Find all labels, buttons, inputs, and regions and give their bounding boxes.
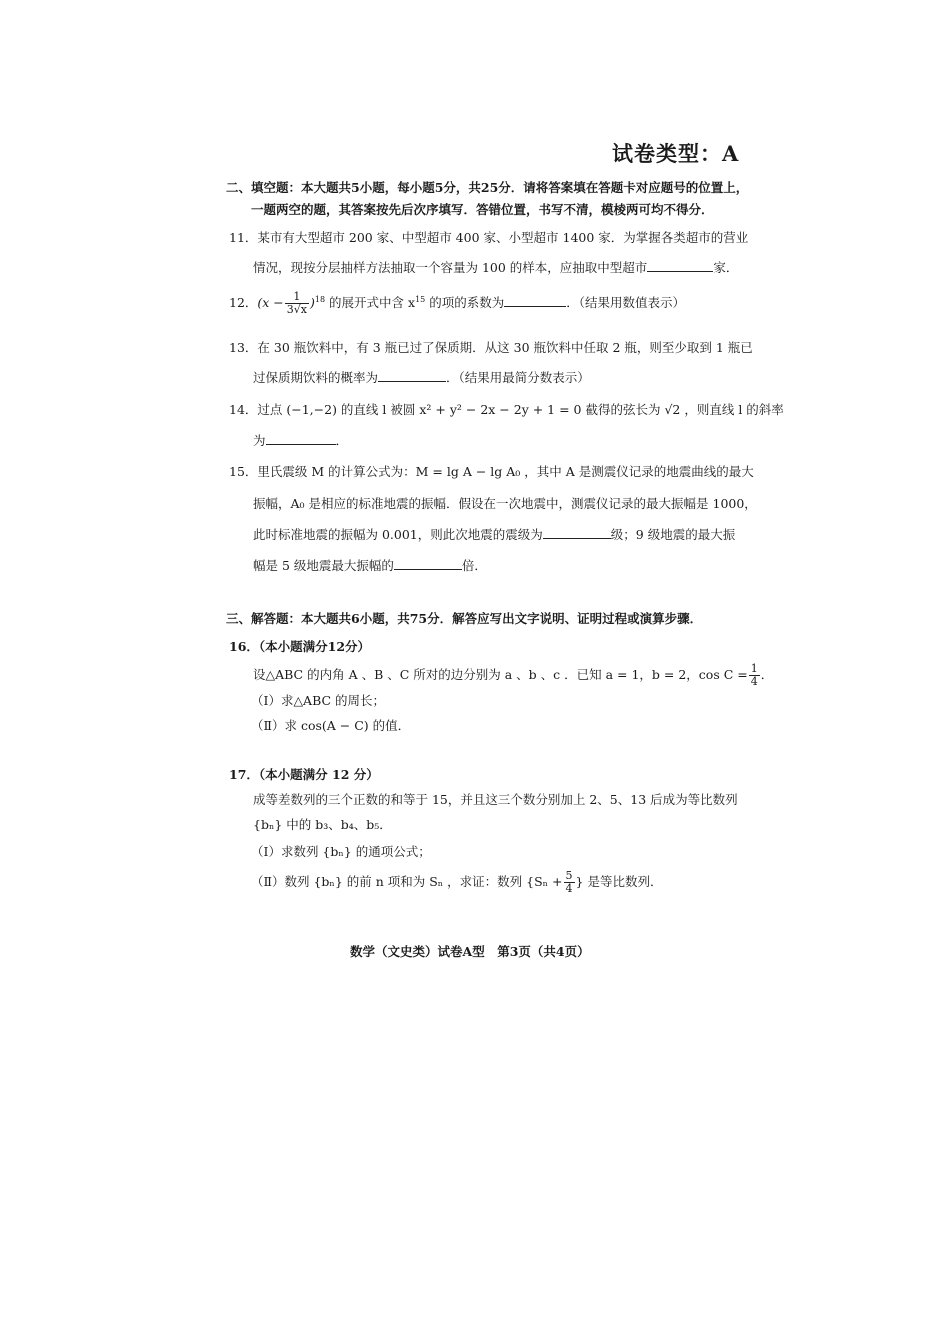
q11-line2: [253, 258, 738, 276]
paper-type-label: 试卷类型：A: [612, 141, 740, 166]
q17-part1: （Ⅰ）求数列 {bₙ} 的通项公式；: [251, 844, 431, 859]
q14-text-a: 为: [253, 433, 266, 448]
q11-text-b: 家．: [713, 260, 739, 275]
q12-expr-pre: (x −: [257, 295, 284, 310]
q15-line1: 15．里氏震级 M 的计算公式为：M = lg A − lg A₀ ，其中 A 是测震仪记录的地震曲线的最大: [229, 464, 754, 479]
q11-text-a: 情况，现按分层抽样方法抽取一个容量为 100 的样本，应抽取中型超市: [253, 260, 648, 275]
section3-title: 三、解答题：本大题共6小题，共75分．解答应写出文字说明、证明过程或演算步骤．: [226, 611, 703, 626]
q17-text-a: （Ⅱ）数列 {bₙ} 的前 n 项和为 Sₙ ，求证：数列 {Sₙ +: [251, 874, 563, 889]
q16-text-b: ．: [760, 667, 774, 682]
q12-line: [229, 291, 685, 316]
q15-text-c: 幅是 5 级地震最大振幅的: [253, 558, 394, 573]
q15-text-a: 此时标准地震的振幅为 0.001，则此次地震的震级为: [253, 527, 543, 542]
q12-text-a: 的展开式中含 x: [325, 295, 416, 310]
q13-text-a: 过保质期饮料的概率为: [253, 370, 379, 385]
q15-answer-blank2: [394, 557, 462, 570]
q12-num: 12．: [229, 295, 258, 310]
q16-part2: （Ⅱ）求 cos(A − C) 的值．: [251, 718, 411, 733]
q17-header: 17．（本小题满分 12 分）: [229, 767, 379, 782]
q13-line2: [253, 368, 590, 386]
q12-exponent2: 15: [415, 294, 426, 304]
q13-text-b: ．（结果用最简分数表示）: [446, 370, 590, 385]
q13-answer-blank: [378, 369, 446, 382]
q15-line2: 振幅，A₀ 是相应的标准地震的振幅．假设在一次地震中，测震仪记录的最大振幅是 1000，: [253, 496, 757, 511]
q12-expr-post: ): [310, 295, 315, 310]
q16-fraction: [749, 663, 760, 688]
q15-line4: [253, 556, 487, 574]
q15-answer-blank1: [543, 526, 611, 539]
q14-answer-blank: [266, 432, 336, 445]
q14-text-b: ．: [335, 433, 349, 448]
q13-line1: 13．在 30 瓶饮料中，有 3 瓶已过了保质期．从这 30 瓶饮料中任取 2 瓶，则至少取到 1 瓶已: [229, 340, 753, 355]
q16-header: 16．（本小题满分12分）: [229, 639, 371, 654]
q16-frac-top: 1: [750, 662, 758, 675]
q14-line2: [253, 431, 348, 449]
q15-text-d: 倍．: [461, 558, 487, 573]
page-footer: 数学（文史类）试卷A型 第3页（共4页）: [350, 944, 590, 959]
q12-exponent: 18: [314, 294, 326, 304]
q17-line1: 成等差数列的三个正数的和等于 15，并且这三个数分别加上 2、5、13 后成为等比数列: [253, 792, 738, 807]
section2-subtitle: 一题两空的题，其答案按先后次序填写．答错位置，书写不清，模棱两可均不得分．: [251, 202, 714, 217]
q12-text-c: ．（结果用数值表示）: [566, 295, 686, 310]
q17-fraction: [564, 870, 575, 895]
q15-text-b: 级；9 级地震的最大振: [610, 527, 736, 542]
q12-frac-bottom: 3√x: [286, 303, 307, 316]
q12-text-b: 的项的系数为: [425, 295, 505, 310]
q12-frac-top: 1: [285, 291, 309, 304]
q16-part1: （Ⅰ）求△ABC 的周长；: [251, 693, 386, 708]
q16-stem: [253, 663, 773, 688]
q16-frac-bottom: 4: [750, 675, 758, 688]
q15-line3: [253, 525, 735, 543]
q12-answer-blank: [504, 294, 566, 307]
q14-line1: 14．过点 (−1,−2) 的直线 l 被圆 x² + y² − 2x − 2y + 1 = 0 截得的弦长为 √2 ，则直线 l 的斜率: [229, 402, 784, 417]
q17-line2: {bₙ} 中的 b₃、b₄、b₅．: [253, 817, 392, 832]
q17-frac-top: 5: [565, 869, 573, 882]
section2-title: 二、填空题：本大题共5小题，每小题5分，共25分．请将答案填在答题卡对应题号的位置上，: [226, 180, 749, 195]
q16-text-a: 设△ABC 的内角 A 、B 、C 所对的边分别为 a 、b 、c ．已知 a = 1，b = 2，cos C =: [253, 667, 748, 682]
q11-answer-blank: [647, 259, 713, 272]
q17-text-b: } 是等比数列．: [575, 874, 663, 889]
q11-line1: 11．某市有大型超市 200 家、中型超市 400 家、小型超市 1400 家．为掌握各类超市的营业: [229, 230, 749, 245]
q12-fraction: [285, 291, 309, 316]
q17-frac-bottom: 4: [565, 882, 573, 895]
q17-part2: [251, 870, 662, 895]
